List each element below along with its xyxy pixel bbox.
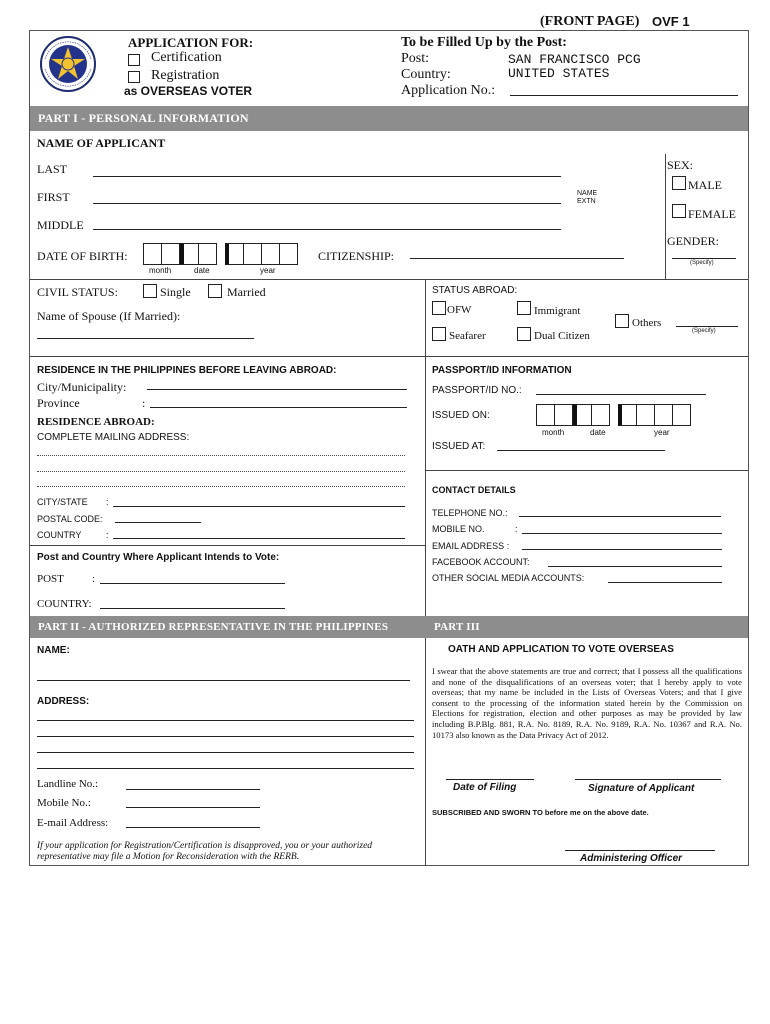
married-label: Married (227, 285, 266, 299)
issued-on-cell[interactable] (672, 404, 691, 426)
gender-field[interactable] (672, 258, 736, 259)
email-label: EMAIL ADDRESS : (432, 541, 510, 551)
reconsideration-note: If your application for Registration/Certification is disapproved, you or your authorized representative may file a Motion for Reconsideration with the RERB. (37, 841, 373, 862)
immigrant-checkbox[interactable] (517, 301, 531, 315)
sex-label: SEX: (667, 158, 694, 172)
vote-country-label: COUNTRY: (37, 598, 92, 610)
first-name-field[interactable] (93, 203, 561, 204)
name-heading: NAME OF APPLICANT (37, 136, 166, 150)
signature-field[interactable] (575, 779, 721, 780)
vote-post-field[interactable] (100, 583, 285, 584)
facebook-label: FACEBOOK ACCOUNT: (432, 557, 530, 567)
postal-code-label: POSTAL CODE: (37, 514, 103, 524)
ofw-label: OFW (447, 304, 472, 316)
issued-at-label: ISSUED AT: (432, 441, 486, 452)
dual-citizen-label: Dual Citizen (534, 330, 590, 342)
rep-mobile-field[interactable] (126, 807, 260, 808)
issued-date-label: date (590, 428, 606, 437)
mailing-address-line1[interactable] (37, 455, 405, 456)
mobile-field[interactable] (522, 533, 722, 534)
dob-cell[interactable] (198, 243, 217, 265)
landline-label: Landline No.: (37, 778, 99, 790)
form-border (29, 30, 749, 866)
telephone-field[interactable] (519, 516, 721, 517)
spouse-label: Name of Spouse (If Married): (37, 309, 181, 323)
rep-mobile-label: Mobile No.: (37, 797, 91, 809)
others-field[interactable] (676, 326, 738, 327)
application-no-label: Application No.: (401, 83, 496, 98)
overseas-voter-label: as OVERSEAS VOTER (124, 84, 253, 98)
province-field[interactable] (150, 407, 407, 408)
date-of-filing-label: Date of Filing (453, 782, 517, 793)
middle-label: MIDDLE (37, 218, 84, 232)
issued-on-cell[interactable] (554, 404, 573, 426)
part3-title-bar: PART III (426, 616, 748, 638)
city-municipality-label: City/Municipality: (37, 380, 127, 394)
registration-label: Registration (151, 68, 220, 83)
vote-country-field[interactable] (100, 608, 285, 609)
landline-field[interactable] (126, 789, 260, 790)
certification-checkbox[interactable] (128, 54, 140, 66)
rep-address-line3[interactable] (37, 752, 414, 753)
single-checkbox[interactable] (143, 284, 157, 298)
part1-title-bar: PART I - PERSONAL INFORMATION (30, 106, 748, 131)
vote-location-heading: Post and Country Where Applicant Intends to Vote: (37, 552, 280, 563)
subscribed-text: SUBSCRIBED AND SWORN TO before me on the above date. (432, 808, 649, 817)
male-label: MALE (688, 178, 722, 192)
female-checkbox[interactable] (672, 204, 686, 218)
mobile-label: MOBILE NO. (432, 524, 485, 534)
name-extn-line2: EXTN (577, 198, 596, 205)
dob-cell[interactable] (143, 243, 162, 265)
province-colon: : (142, 396, 146, 410)
section-divider (30, 356, 748, 357)
citizenship-label: CITIZENSHIP: (318, 249, 394, 263)
citizenship-field[interactable] (410, 258, 624, 259)
telephone-label: TELEPHONE NO.: (432, 508, 508, 518)
last-name-field[interactable] (93, 176, 561, 177)
name-extn-label (577, 190, 597, 206)
others-specify: (Specify) (692, 328, 716, 334)
others-checkbox[interactable] (615, 314, 629, 328)
passport-heading: PASSPORT/ID INFORMATION (432, 365, 572, 376)
vote-post-colon: : (92, 573, 96, 585)
mailing-address-line3[interactable] (37, 486, 405, 487)
gender-specify: (Specify) (690, 260, 714, 266)
dob-label: DATE OF BIRTH: (37, 249, 128, 263)
other-social-label: OTHER SOCIAL MEDIA ACCOUNTS: (432, 573, 585, 583)
dob-month-label: month (149, 266, 172, 275)
issued-on-cell[interactable] (654, 404, 673, 426)
city-state-field[interactable] (113, 506, 405, 507)
gender-label: GENDER: (667, 234, 719, 248)
other-social-field[interactable] (608, 582, 722, 583)
comelec-seal (33, 35, 103, 93)
issued-on-cell[interactable] (573, 404, 592, 426)
oath-text: I swear that the above statements are true and correct; that I possess all the qualifications and none of the disqualifications of an overseas voter; that I hereby apply to vote overseas; that my name be included in the Lists of Overseas Voters; and that I give consent to the processing of the information stated herein by the Commission on Elections for registration, election and other purposes as may be provided by law including B.P.Blg. 881, R.A. No. 8189, R.A. No. 9189, R.A. No. 10367 and R.A. No. 10173 also known as the Data Privacy Act of 2012. (432, 666, 742, 740)
post-label: Post: (401, 51, 430, 66)
post-value: SAN FRANCISCO PCG (508, 52, 641, 67)
dob-cell[interactable] (180, 243, 199, 265)
facebook-field[interactable] (548, 566, 722, 567)
rep-email-field[interactable] (126, 827, 260, 828)
dob-cell[interactable] (243, 243, 262, 265)
rep-name-field[interactable] (37, 680, 410, 681)
province-label: Province (37, 396, 80, 410)
mailing-address-label: COMPLETE MAILING ADDRESS: (37, 432, 190, 443)
issued-year-label: year (654, 428, 670, 437)
issued-on-cell[interactable] (536, 404, 555, 426)
seafarer-checkbox[interactable] (432, 327, 446, 341)
last-label: LAST (37, 162, 67, 176)
application-for-label: APPLICATION FOR: (128, 35, 254, 50)
issued-on-cell[interactable] (636, 404, 655, 426)
front-page-label: (FRONT PAGE) (540, 14, 640, 29)
city-state-label: CITY/STATE (37, 497, 88, 507)
passport-no-label: PASSPORT/ID NO.: (432, 385, 522, 396)
rep-name-label: NAME: (37, 645, 70, 656)
oath-heading: OATH AND APPLICATION TO VOTE OVERSEAS (448, 644, 674, 655)
dob-year-label: year (260, 266, 276, 275)
signature-label: Signature of Applicant (588, 783, 695, 794)
female-label: FEMALE (688, 207, 736, 221)
column-divider-mid (425, 279, 426, 617)
dob-cell[interactable] (225, 243, 244, 265)
civil-status-label: CIVIL STATUS: (37, 285, 118, 299)
rep-address-line2[interactable] (37, 736, 414, 737)
married-checkbox[interactable] (208, 284, 222, 298)
certification-label: Certification (151, 50, 222, 65)
country-label: Country: (401, 67, 451, 82)
rep-address-line4[interactable] (37, 768, 414, 769)
status-abroad-label: STATUS ABROAD: (432, 285, 518, 296)
postal-code-field[interactable] (115, 522, 201, 523)
vote-post-label: POST (37, 573, 64, 585)
dob-cell[interactable] (279, 243, 298, 265)
mobile-colon: : (515, 524, 518, 534)
single-label: Single (160, 285, 191, 299)
country-field-res[interactable] (113, 538, 405, 539)
residence-abroad-heading: RESIDENCE ABROAD: (37, 416, 155, 428)
country-label-res: COUNTRY (37, 530, 82, 540)
issued-on-label: ISSUED ON: (432, 410, 490, 421)
issued-at-field[interactable] (497, 450, 665, 451)
dual-citizen-checkbox[interactable] (517, 327, 531, 341)
column-divider-bottom (425, 638, 426, 866)
city-municipality-field[interactable] (147, 389, 407, 390)
registration-checkbox[interactable] (128, 71, 140, 83)
date-of-filing-field[interactable] (446, 779, 534, 780)
section-divider (30, 279, 748, 280)
residence-ph-heading: RESIDENCE IN THE PHILIPPINES BEFORE LEAVING ABROAD: (37, 365, 337, 376)
email-field[interactable] (522, 549, 722, 550)
application-no-field[interactable] (510, 95, 738, 96)
rep-address-line1[interactable] (37, 720, 414, 721)
city-state-colon: : (106, 497, 109, 507)
rep-address-label: ADDRESS: (37, 696, 90, 707)
section-divider (426, 470, 748, 471)
issued-on-cell[interactable] (591, 404, 610, 426)
spouse-field[interactable] (37, 338, 254, 339)
issued-month-label: month (542, 428, 565, 437)
administering-officer-label: Administering Officer (580, 853, 683, 864)
immigrant-label: Immigrant (534, 305, 581, 317)
name-extn-line1: NAME (577, 190, 598, 197)
sex-column-divider (665, 154, 666, 279)
section-divider (30, 545, 426, 546)
part2-title-bar: PART II - AUTHORIZED REPRESENTATIVE IN THE PHILIPPINES (30, 616, 426, 638)
country-value: UNITED STATES (508, 66, 610, 81)
seafarer-label: Seafarer (449, 330, 486, 342)
officer-signature-field[interactable] (565, 850, 715, 851)
male-checkbox[interactable] (672, 176, 686, 190)
issued-on-cell[interactable] (618, 404, 637, 426)
dob-cell[interactable] (261, 243, 280, 265)
post-heading: To be Filled Up by the Post: (401, 35, 567, 50)
dob-date-label: date (194, 266, 210, 275)
middle-name-field[interactable] (93, 229, 561, 230)
rep-email-label: E-mail Address: (37, 817, 109, 829)
first-label: FIRST (37, 190, 70, 204)
mailing-address-line2[interactable] (37, 471, 405, 472)
ofw-checkbox[interactable] (432, 301, 446, 315)
country-colon-res: : (106, 530, 109, 540)
contact-heading: CONTACT DETAILS (432, 485, 516, 495)
form-code: OVF 1 (652, 14, 690, 29)
passport-no-field[interactable] (536, 394, 706, 395)
dob-cell[interactable] (161, 243, 180, 265)
others-label: Others (632, 317, 662, 329)
